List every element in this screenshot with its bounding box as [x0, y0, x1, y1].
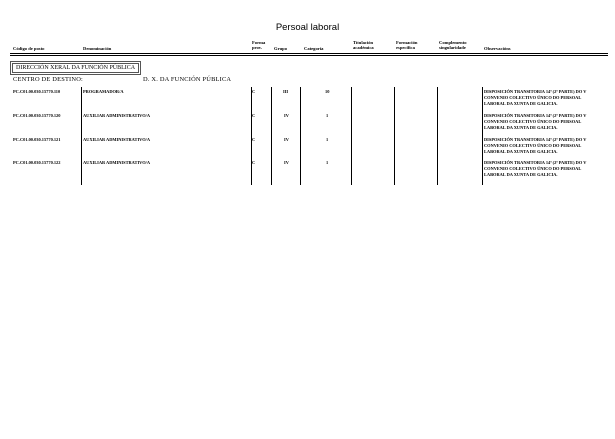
header-forma-line2: prov. — [252, 45, 262, 51]
header-titulacion-line2: académica — [353, 45, 374, 51]
row-codigo: PC.C01.00.030.15770.110 — [13, 89, 61, 94]
row-observacions-line2: CONVENIO COLECTIVO ÚNICO DO PERSOAL — [484, 118, 582, 124]
row-observacions-line1: DISPOSICIÓN TRANSITORIA 14ª (2ª PARTE) DO V — [484, 89, 587, 94]
column-divider — [482, 87, 483, 185]
row-grupo: IV — [284, 160, 289, 165]
row-grupo: IV — [284, 137, 289, 142]
row-grupo: III — [283, 89, 289, 94]
row-denominacion: AUXILIAR ADMINISTRATIVO/A — [83, 137, 151, 142]
header-denominacion: Denominación — [83, 46, 112, 51]
header-complemento-line1: Complemento — [439, 40, 467, 45]
row-denominacion: PROGRAMADOR/A — [83, 89, 124, 94]
header-forma-line1: Forma — [252, 40, 266, 45]
header-formacion — [396, 40, 417, 51]
row-observacions — [484, 89, 604, 106]
header-grupo: Grupo — [274, 46, 288, 51]
centro-value: D. X. DA FUNCIÓN PÚBLICA — [143, 76, 232, 83]
column-divider — [437, 87, 438, 185]
header-complemento — [439, 40, 467, 51]
row-codigo: PC.C01.00.030.15770.122 — [13, 160, 61, 165]
row-observacions-line1: DISPOSICIÓN TRANSITORIA 14ª (2ª PARTE) DO V — [484, 160, 587, 165]
centro-label: CENTRO DE DESTINO: — [13, 76, 83, 83]
header-complemento-line2: singularidade — [439, 45, 466, 51]
column-divider — [351, 87, 352, 185]
column-divider — [394, 87, 395, 185]
row-observacions-line2: CONVENIO COLECTIVO ÚNICO DO PERSOAL — [484, 142, 582, 148]
page-title: Persoal laboral — [275, 22, 340, 33]
row-observacions — [484, 113, 604, 130]
row-denominacion: AUXILIAR ADMINISTRATIVO/A — [83, 113, 151, 118]
row-forma: C — [252, 160, 256, 165]
row-categoria: 1 — [326, 113, 329, 118]
header-formacion-line2: específica — [396, 45, 415, 51]
column-divider — [251, 87, 252, 185]
row-observacions-line2: CONVENIO COLECTIVO ÚNICO DO PERSOAL — [484, 165, 582, 171]
department-label: DIRECCIÓN XERAL DA FUNCIÓN PÚBLICA — [12, 63, 139, 73]
column-divider — [81, 87, 82, 185]
row-observacions-line3: LABORAL DA XUNTA DE GALICIA. — [484, 148, 558, 154]
header-formacion-line1: Formación — [396, 40, 418, 45]
header-categoria: Categoría — [304, 46, 324, 51]
row-denominacion: AUXILIAR ADMINISTRATIVO/A — [83, 160, 151, 165]
row-observacions-line3: LABORAL DA XUNTA DE GALICIA. — [484, 171, 558, 177]
row-forma: C — [252, 137, 256, 142]
department-box — [10, 61, 141, 75]
row-forma: C — [252, 113, 256, 118]
row-observacions-line3: LABORAL DA XUNTA DE GALICIA. — [484, 100, 558, 106]
row-grupo: IV — [284, 113, 289, 118]
row-codigo: PC.C01.00.030.15770.120 — [13, 113, 61, 118]
row-observacions-line3: LABORAL DA XUNTA DE GALICIA. — [484, 124, 558, 130]
row-observacions — [484, 160, 604, 177]
header-observacions: Observacións — [484, 46, 511, 51]
column-divider — [300, 87, 301, 185]
header-titulacion — [353, 40, 374, 51]
row-categoria: 1 — [326, 137, 329, 142]
row-codigo: PC.C01.00.030.15770.121 — [13, 137, 61, 142]
row-forma: C — [252, 89, 256, 94]
header-codigo: Código de posto — [13, 46, 45, 51]
row-observacions-line2: CONVENIO COLECTIVO ÚNICO DO PERSOAL — [484, 94, 582, 100]
row-categoria: 1 — [326, 160, 329, 165]
row-observacions-line1: DISPOSICIÓN TRANSITORIA 14ª (2ª PARTE) DO V — [484, 137, 587, 142]
row-observacions-line1: DISPOSICIÓN TRANSITORIA 14ª (2ª PARTE) DO V — [484, 113, 587, 118]
header-forma — [252, 40, 265, 51]
column-divider — [271, 87, 272, 185]
header-rule-bottom — [10, 55, 608, 56]
row-observacions — [484, 137, 604, 154]
row-categoria: 10 — [325, 89, 330, 94]
header-titulacion-line1: Titulación — [353, 40, 374, 45]
